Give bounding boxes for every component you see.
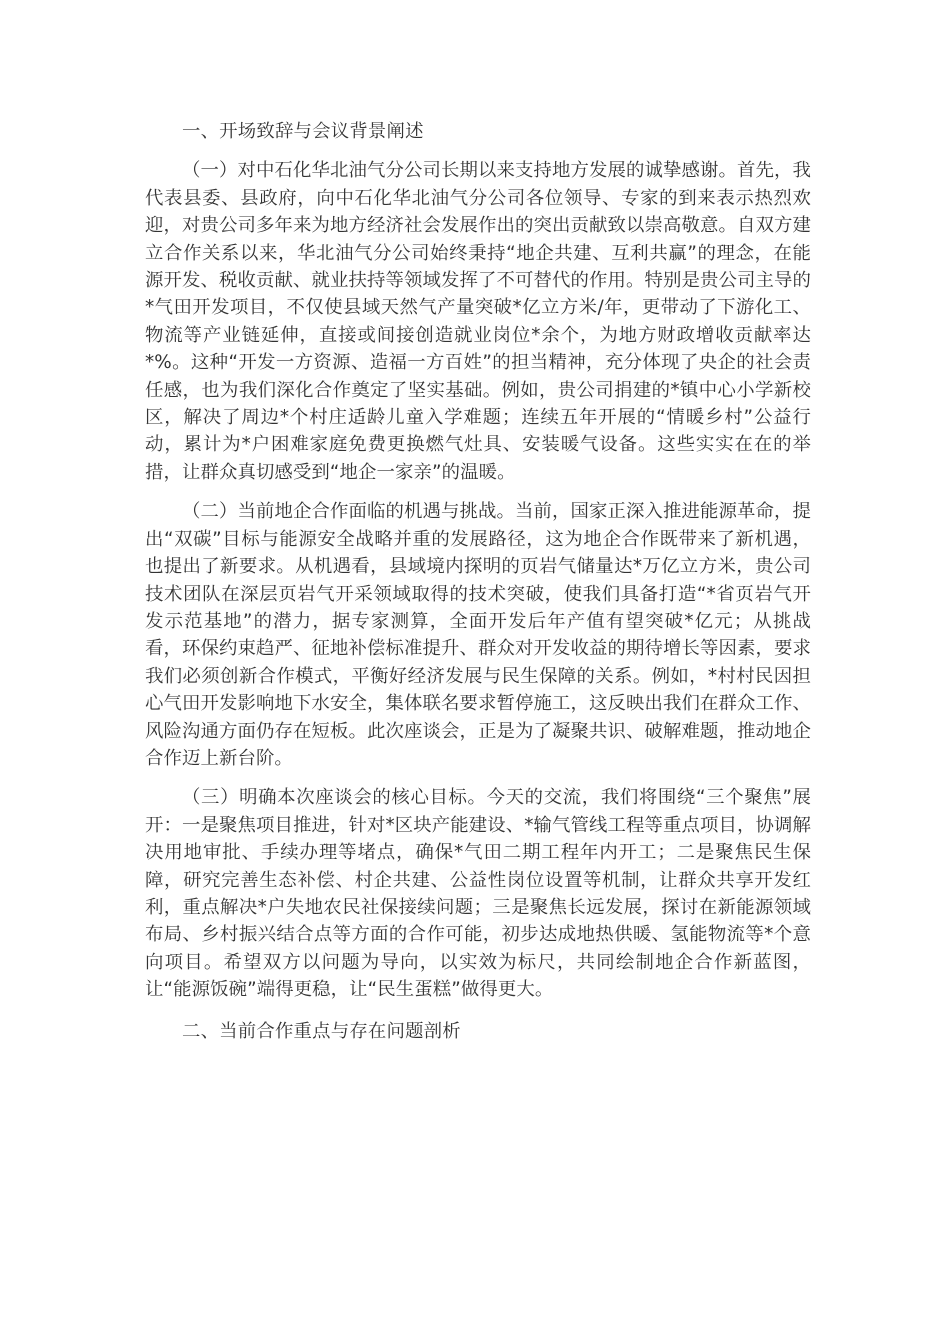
paragraph: （一）对中石化华北油气分公司长期以来支持地方发展的诚挚感谢。首先，我代表县委、县政府，向中石化华北油气分公司各位领导、专家的到来表示热烈欢迎，对贵公司多年来为地方经济社会发展作出的突出贡献致以崇高敬意。自双方建立合作关系以来，华北油气分公司始终秉持“地企共建、互利共赢”的理念，在能源开发、税收贡献、就业扶持等领域发挥了不可替代的作用。特别是贵公司主导的*气田开发项目，不仅使县域天然气产量突破*亿立方米/年，更带动了下游化工、物流等产业链延伸，直接或间接创造就业岗位*余个，为地方财政增收贡献率达*%。这种“开发一方资源、造福一方百姓”的担当精神，充分体现了央企的社会责任感，也为我们深化合作奠定了坚实基础。例如，贵公司捐建的*镇中心小学新校区，解决了周边*个村庄适龄儿童入学难题；连续五年开展的“情暖乡村”公益行动，累计为*户困难家庭免费更换燃气灶具、安装暖气设备。这些实实在在的举措，让群众真切感受到“地企一家亲”的温暖。 <box>145 160 811 483</box>
section-heading: 二、当前合作重点与存在问题剖析 <box>182 1020 461 1042</box>
document-page <box>145 118 811 1057</box>
paragraph: （三）明确本次座谈会的核心目标。今天的交流，我们将围绕“三个聚焦”展开：一是聚焦项目推进，针对*区块产能建设、*输气管线工程等重点项目，协调解决用地审批、手续办理等堵点，确保*气田二期工程年内开工；二是聚焦民生保障，研究完善生态补偿、村企共建、公益性岗位设置等机制，让群众共享开发红利，重点解决*户失地农民社保接续问题；三是聚焦长远发展，探讨在新能源领域布局、乡村振兴结合点等方面的合作可能，初步达成地热供暖、氢能物流等*个意向项目。希望双方以问题为导向，以实效为标尺，共同绘制地企合作新蓝图，让“能源饭碗”端得更稳，让“民生蛋糕”做得更大。 <box>145 787 811 1001</box>
section-heading: 一、开场致辞与会议背景阐述 <box>182 121 424 142</box>
paragraph: （二）当前地企合作面临的机遇与挑战。当前，国家正深入推进能源革命，提出“双碳”目标与能源安全战略并重的发展路径，这为地企合作既带来了新机遇，也提出了新要求。从机遇看，县域境内探明的页岩气储量达*万亿立方米，贵公司技术团队在深层页岩气开采领域取得的技术突破，使我们具备打造“*省页岩气开发示范基地”的潜力，据专家测算，全面开发后年产值有望突破*亿元；从挑战看，环保约束趋严、征地补偿标准提升、群众对开发收益的期待增长等因素，要求我们必须创新合作模式，平衡好经济发展与民生保障的关系。例如，*村村民因担心气田开发影响地下水安全，集体联名要求暂停施工，这反映出我们在群众工作、风险沟通方面仍存在短板。此次座谈会，正是为了凝聚共识、破解难题，推动地企合作迈上新台阶。 <box>145 501 811 769</box>
